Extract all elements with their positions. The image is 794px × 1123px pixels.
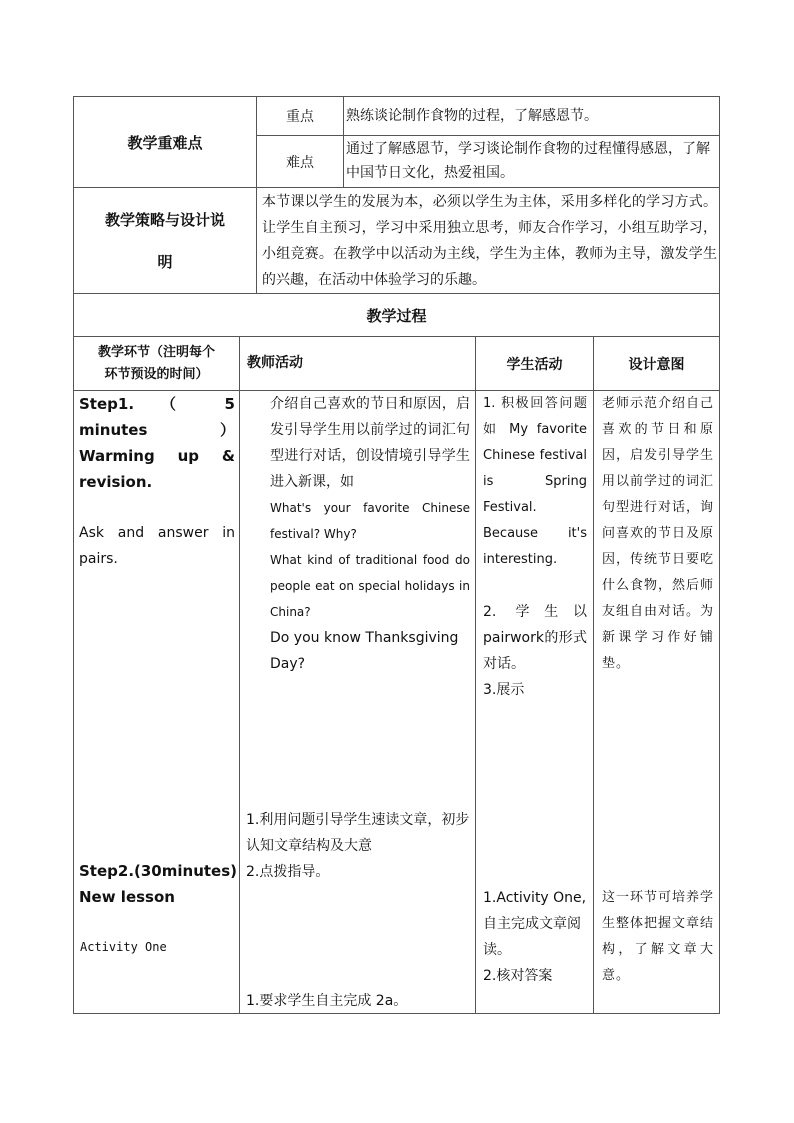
focus-label: 重点	[286, 109, 314, 125]
teacher-task: 1.要求学生自主完成 2a。	[246, 993, 408, 1009]
strategy-title	[74, 188, 256, 293]
column-header-design: 设计意图	[628, 356, 685, 373]
design-intent-2: 这一环节可培养学生整体把握文章结构，了解文章大意。	[602, 890, 714, 983]
student-check-answers: 2.核对答案	[483, 968, 553, 984]
column-header-teacher: 教师活动	[247, 355, 303, 371]
key-points-title: 教学重难点	[127, 133, 203, 152]
teacher-question-2: What kind of traditional food do people eat on special holidays in China?	[270, 553, 470, 619]
focus-text: 熟练谈论制作食物的过程，了解感恩节。	[346, 108, 598, 124]
stage-header-line1: 教学环节（注明每个	[97, 344, 215, 360]
step2-label: Step2.(30minutes) New lesson	[79, 862, 237, 906]
stage-header-line2: 环节预设的时间）	[104, 366, 209, 382]
column-header-stage	[74, 337, 239, 390]
activity-one-label: Activity One	[80, 940, 167, 954]
difficulty-text: 通过了解感恩节，学习谈论制作食物的过程懂得感恩，了解中国节日文化，热爱祖国。	[346, 141, 710, 181]
student-activity-3: 3.展示	[483, 682, 525, 698]
student-activity-one: 1.Activity One,自主完成文章阅读。	[483, 890, 587, 958]
teacher-question-1: What's your favorite Chinese festival? Why?	[270, 501, 470, 541]
ask-answer-label: Ask and answer in pairs.	[79, 525, 235, 567]
teacher-question-3: Do you know Thanksgiving Day?	[270, 630, 459, 672]
difficulty-label: 难点	[286, 154, 314, 171]
teacher-intro: 介绍自己喜欢的节日和原因，启发引导学生用以前学过的词汇句型进行对话，创设情境引导学生进入新课，如	[270, 396, 470, 490]
strategy-title-line1: 教学策略与设计说	[104, 210, 225, 229]
step1-label: Step1. （ 5 minutes）Warming up & revision.	[79, 395, 235, 491]
column-header-student: 学生活动	[506, 356, 563, 373]
student-activity-1: 1. 积极回答问题如 My favorite Chinese festival is Spring Festival. Because it's interesting.	[483, 396, 587, 567]
teacher-guide-1: 1.利用问题引导学生速读文章，初步认知文章结构及大意	[246, 812, 470, 854]
teacher-guide-2: 2.点拨指导。	[246, 864, 330, 880]
process-title: 教学过程	[366, 306, 427, 325]
design-intent-1: 老师示范介绍自己喜欢的节日和原因，启发引导学生用以前学过的词汇句型进行对话，询问喜欢的节日及原因，传统节日要吃什么食物，然后师友组自由对话。为新课学习作好铺垫。	[602, 396, 714, 671]
student-activity-2: 2. 学生以pairwork的形式对话。	[483, 604, 587, 672]
strategy-title-line2: 明	[157, 252, 173, 271]
strategy-text: 本节课以学生的发展为本，必须以学生为主体，采用多样化的学习方式。让学生自主预习，学习中采用独立思考，师友合作学习，小组互助学习，小组竞赛。在教学中以活动为主线，学生为主体，教师为主导，激发学生的兴趣，在活动中体验学习的乐趣。	[262, 194, 717, 288]
